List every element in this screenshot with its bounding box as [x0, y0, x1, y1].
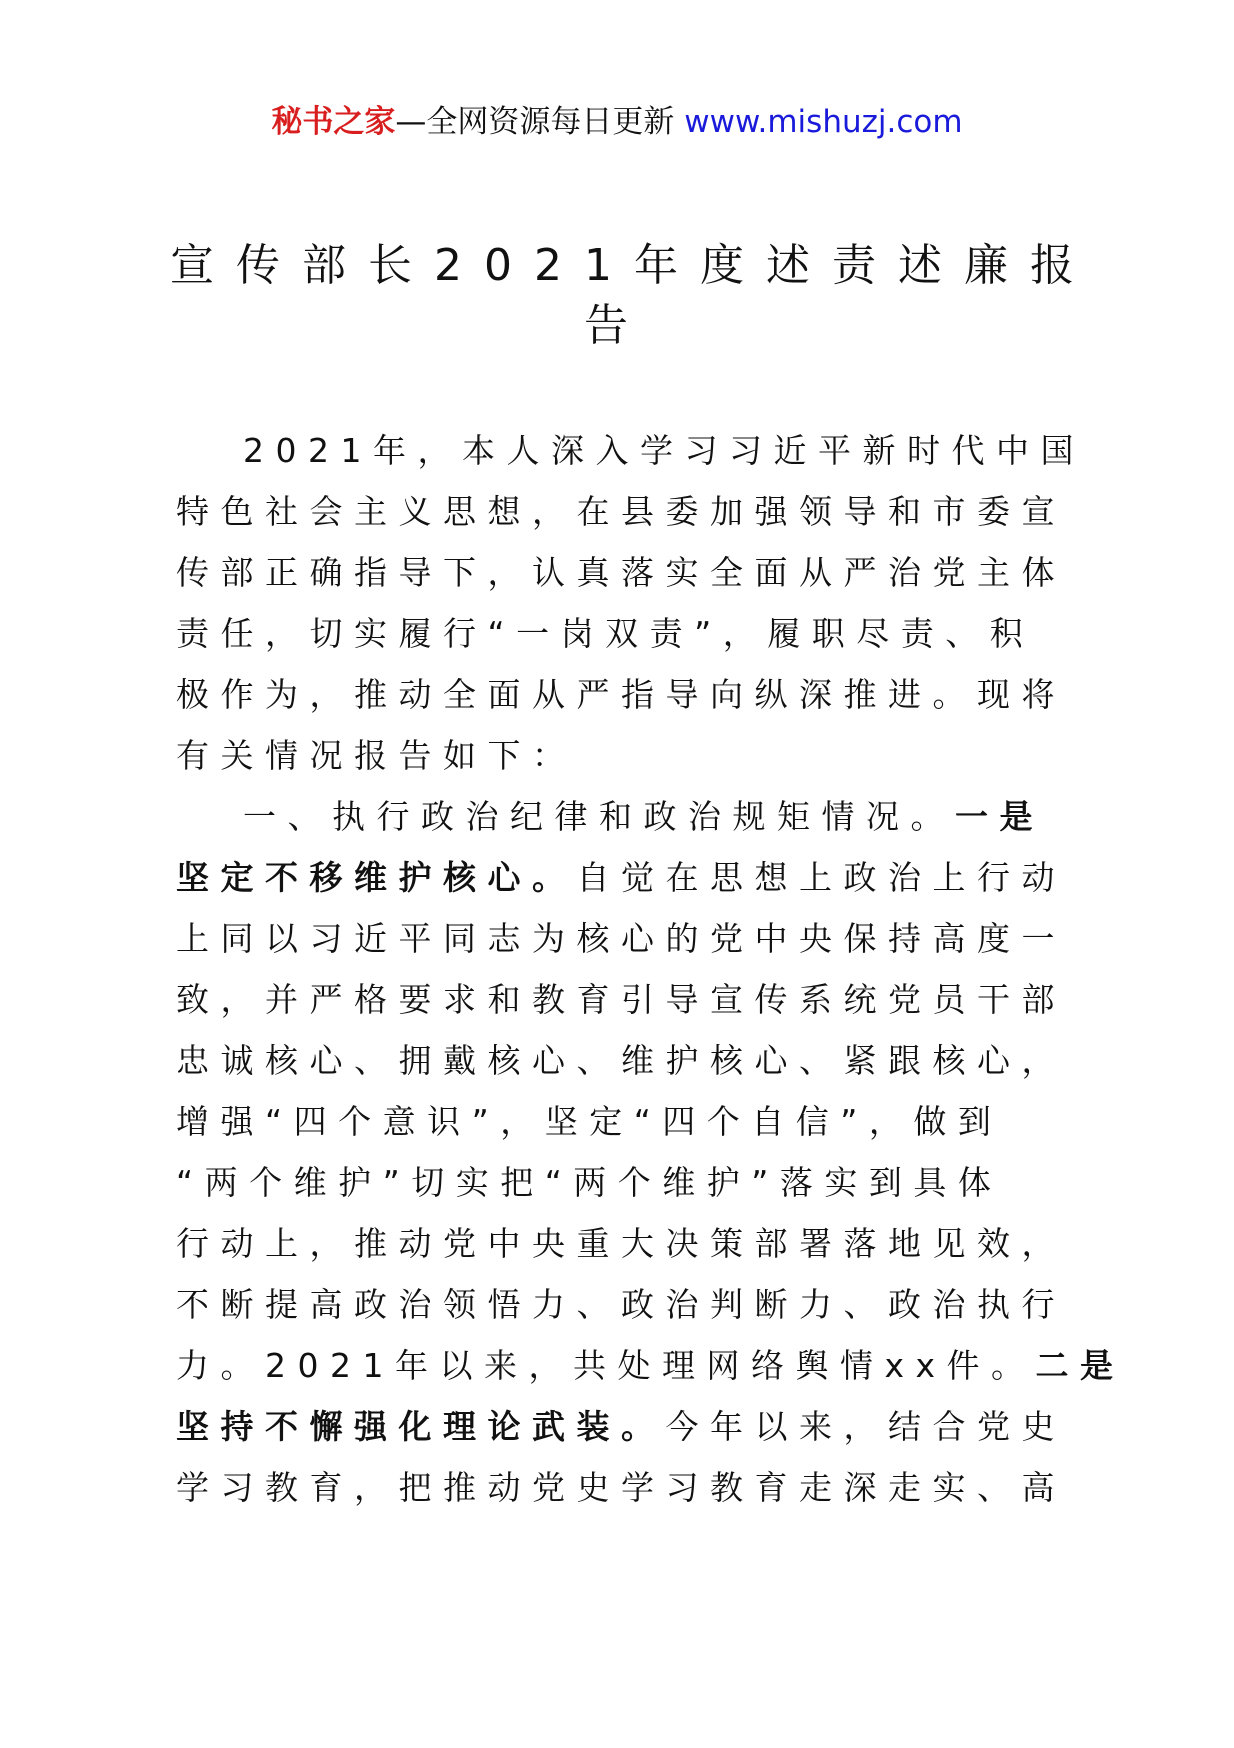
title-line-2: 告	[584, 300, 650, 351]
body-line: 学习教育，把推动党史学习教育走深走实、高	[176, 1468, 1066, 1507]
body-line	[176, 1335, 1125, 1396]
body-line	[176, 847, 1066, 908]
body-line	[176, 1396, 1066, 1457]
document-title	[170, 236, 1096, 356]
point-heading: 坚持不懈强化理论武装。	[176, 1407, 666, 1446]
body-line: 行动上，推动党中央重大决策部署落地见效，	[176, 1224, 1066, 1263]
site-header	[0, 102, 1234, 142]
body-line: 忠诚核心、拥戴核心、维护核心、紧跟核心，	[176, 1041, 1066, 1080]
body-line: 责任，切实履行“一岗双责”，履职尽责、积	[176, 614, 1035, 653]
body-line: 上同以习近平同志为核心的党中央保持高度一	[176, 919, 1066, 958]
body-line-section-1	[176, 786, 1066, 847]
body-text-segment: 自觉在思想上政治上行动	[576, 858, 1066, 897]
point-marker: 二是	[1035, 1346, 1125, 1385]
body-line: 不断提高政治领悟力、政治判断力、政治执行	[176, 1285, 1066, 1324]
body-line: 有关情况报告如下：	[176, 736, 577, 775]
body-line: “两个维护”切实把“两个维护”落实到具体	[176, 1163, 1003, 1202]
site-url-link[interactable]: www.mishuzj.com	[684, 104, 963, 140]
document-body	[176, 420, 1125, 1518]
body-line: 极作为，推动全面从严指导向纵深推进。现将	[176, 675, 1066, 714]
body-line: 特色社会主义思想，在县委加强领导和市委宣	[176, 492, 1066, 531]
section-heading: 一、执行政治纪律和政治规矩情况。	[243, 797, 955, 836]
body-line: 致，并严格要求和教育引导宣传系统党员干部	[176, 980, 1066, 1019]
body-line: 2021年，本人深入学习习近平新时代中国	[243, 431, 1085, 470]
body-text-segment: 力。2021年以来，共处理网络舆情xx件。	[176, 1346, 1036, 1385]
body-text-segment: 今年以来，结合党史	[665, 1407, 1066, 1446]
body-line: 增强“四个意识”，坚定“四个自信”，做到	[176, 1102, 1003, 1141]
point-heading: 坚定不移维护核心。	[176, 858, 577, 897]
header-tagline: —全网资源每日更新	[395, 104, 675, 140]
title-line-1: 宣传部长2021年度述责述廉报	[170, 240, 1096, 291]
body-line: 传部正确指导下，认真落实全面从严治党主体	[176, 553, 1066, 592]
point-marker: 一是	[955, 797, 1044, 836]
brand-name: 秘书之家	[271, 104, 396, 140]
